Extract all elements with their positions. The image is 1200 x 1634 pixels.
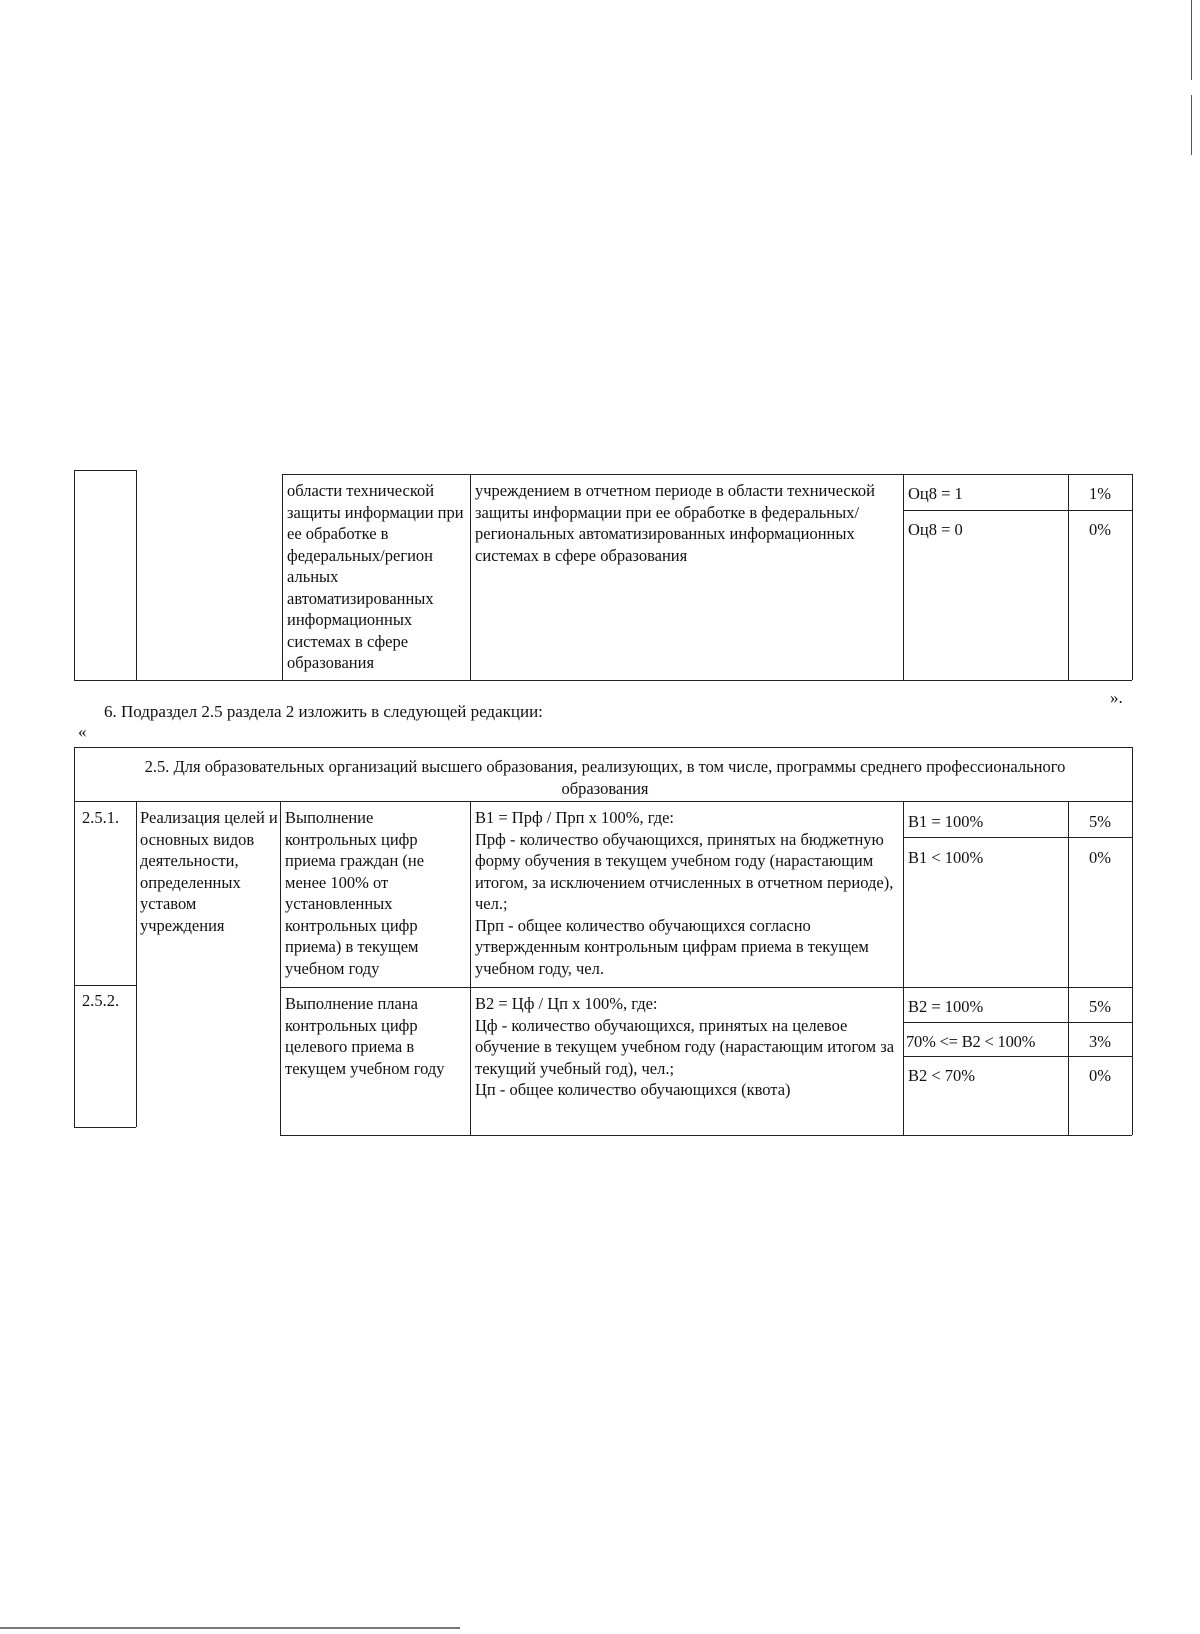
table-border: [74, 680, 1132, 681]
value-cell: 0%: [1089, 1066, 1111, 1085]
scan-edge-line: [1191, 95, 1192, 155]
condition-cell: 70% <= В2 < 100%: [906, 1032, 1036, 1051]
condition-cell: Оц8 = 1: [908, 484, 963, 503]
instruction-text: 6. Подраздел 2.5 раздела 2 изложить в следующей редакции:: [104, 702, 543, 721]
condition-cell: В1 < 100%: [908, 848, 984, 867]
scan-bottom-line: [0, 1627, 460, 1629]
indicator-cell: области технической защиты информации при ее обработке в федеральных/регион альных автоматизированных информационных системах в сфере образования: [287, 481, 464, 672]
value-cell: 1%: [1089, 484, 1111, 503]
table-border: [903, 1022, 1132, 1023]
table-border: [136, 470, 137, 680]
table-border: [1132, 474, 1133, 680]
table-border: [470, 801, 471, 1135]
value-cell: 5%: [1089, 812, 1111, 831]
value-cell: 0%: [1089, 520, 1111, 539]
indicator-cell: Выполнение плана контрольных цифр целевого приема в текущем учебном году: [285, 994, 445, 1078]
table-border: [280, 801, 281, 1135]
scan-edge-line: [1191, 0, 1192, 80]
table-border: [1132, 747, 1133, 1135]
description-cell: учреждением в отчетном периоде в области технической защиты информации при ее обработке в федеральных/региональных автоматизированных информационных системах в сфере образования: [475, 481, 876, 565]
definition: Цф - количество обучающихся, принятых на целевое обучение в текущем учебном году (нарастающим итогом за текущий учебный год), чел.;: [475, 1015, 895, 1078]
condition-cell: В1 = 100%: [908, 812, 984, 831]
closing-quote: ».: [1110, 688, 1123, 707]
table-border: [282, 474, 1132, 475]
goal-cell: Реализация целей и основных видов деятельности, определенных уставом учреждения: [140, 808, 278, 935]
table-border: [74, 470, 136, 471]
table-border: [1068, 474, 1069, 680]
table-border: [74, 985, 136, 986]
value-cell: 3%: [1089, 1032, 1111, 1051]
table-border: [74, 470, 75, 680]
value-cell: 0%: [1089, 848, 1111, 867]
definition: Цп - общее количество обучающихся (квота): [475, 1080, 791, 1099]
definition: Прф - количество обучающихся, принятых на бюджетную форму обучения в текущем учебном году (нарастающим итогом, за исключением отчисленных в отчетном периоде), чел.;: [475, 829, 894, 913]
row-number: 2.5.1.: [82, 808, 120, 827]
condition-cell: В2 = 100%: [908, 997, 984, 1016]
table-border: [74, 747, 75, 1127]
table-border: [903, 1056, 1132, 1057]
table-border: [136, 801, 137, 1127]
definition: Прп - общее количество обучающихся согласно утвержденным контрольным цифрам приема в текущем учебном году, чел.: [475, 915, 869, 978]
formula: В1 = Прф / Прп х 100%, где:: [475, 808, 674, 827]
description-cell: [475, 807, 901, 979]
table-border: [903, 510, 1132, 511]
table-border: [74, 801, 1132, 802]
table-border: [280, 987, 1132, 988]
section-header: 2.5. Для образовательных организаций высшего образования, реализующих, в том числе, программы среднего профессионального образования: [144, 757, 1066, 798]
indicator-cell: Выполнение контрольных цифр приема граждан (не менее 100% от установленных контрольных цифр приема) в текущем учебном году: [285, 808, 425, 978]
condition-cell: Оц8 = 0: [908, 520, 963, 539]
row-number: 2.5.2.: [82, 991, 120, 1010]
table-border: [282, 474, 283, 680]
table-border: [74, 1127, 136, 1128]
table-border: [74, 747, 1132, 748]
opening-quote: «: [78, 722, 87, 741]
table-border: [903, 837, 1132, 838]
table-border: [470, 474, 471, 680]
description-cell: [475, 993, 901, 1101]
table-border: [903, 801, 904, 1135]
table-border: [903, 474, 904, 680]
table-border: [280, 1135, 1132, 1136]
formula: В2 = Цф / Цп х 100%, где:: [475, 994, 658, 1013]
condition-cell: В2 < 70%: [908, 1066, 976, 1085]
value-cell: 5%: [1089, 997, 1111, 1016]
table-border: [1068, 801, 1069, 1135]
